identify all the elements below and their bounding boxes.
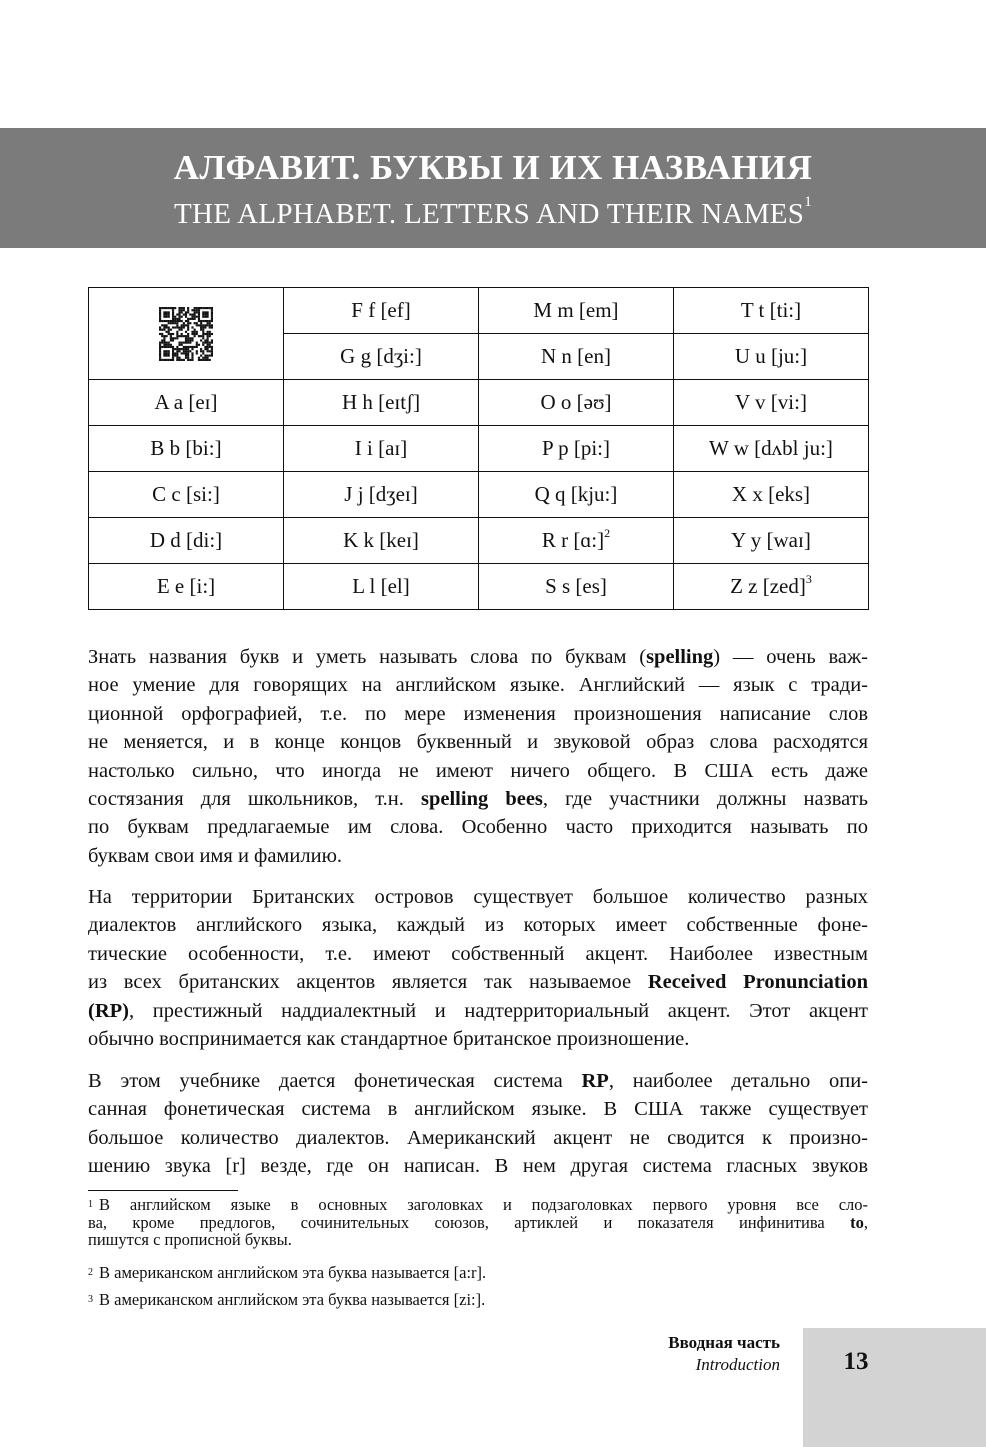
text-run: В этом учебнике дается фонетическая система (88, 1070, 582, 1092)
text-line (88, 883, 868, 911)
text-run: , наиболее детально опи- (608, 1070, 868, 1092)
text-line (88, 1231, 868, 1249)
footnote-divider (88, 1190, 238, 1191)
letter-name: L l [el] (352, 574, 410, 598)
letter-name: C c [si:] (152, 482, 220, 506)
letter-name: X x [eks] (731, 482, 811, 506)
table-row (89, 426, 869, 472)
letter-name: G g [dʒi:] (340, 344, 422, 368)
table-cell (673, 426, 868, 472)
bold-term: spelling bees (421, 787, 543, 810)
bold-term: (RP) (88, 999, 129, 1022)
text-run: не меняется, и в конце концов буквенный и звуковой образ слова расходятся (88, 731, 868, 754)
footnote-number: 2 (88, 1267, 93, 1278)
letter-name: O o [əʊ] (540, 390, 612, 414)
text-run: по буквам предлагаемые им слова. Особенно часто приходится называть по (88, 816, 868, 839)
letter-name: J j [dʒeɪ] (344, 482, 418, 506)
text-run: буквам свои имя и фамилию. (88, 844, 343, 867)
table-cell (479, 564, 674, 610)
text-line (88, 785, 868, 813)
letter-name: I i [aɪ] (354, 436, 408, 460)
letter-name: N n [en] (540, 344, 611, 368)
bold-term: RP (581, 1070, 609, 1092)
table-cell (673, 288, 868, 334)
bold-term: spelling (646, 646, 714, 668)
text-run: В американском английском эта буква называется [zi:]. (99, 1290, 486, 1309)
table-cell (479, 426, 674, 472)
running-footer-section (668, 1332, 780, 1376)
text-line (88, 1196, 868, 1214)
table-cell (284, 426, 479, 472)
letter-name: K k [keɪ] (343, 528, 419, 552)
alphabet-table (88, 287, 869, 610)
chapter-subtitle-text: THE ALPHABET. LETTERS AND THEIR NAMES (173, 198, 805, 230)
table-cell (479, 518, 674, 564)
text-line (88, 940, 868, 968)
text-run: В американском английском эта буква называется [a:r]. (99, 1263, 487, 1282)
letter-name: Z z [zed] (730, 574, 806, 598)
footnote (88, 1196, 868, 1249)
text-line (88, 1291, 868, 1309)
page-number-tab (803, 1328, 986, 1447)
text-line (88, 700, 868, 728)
table-cell (479, 472, 674, 518)
text-line (88, 1124, 868, 1152)
table-cell (284, 334, 479, 380)
text-line (88, 1264, 868, 1282)
chapter-title: АЛФАВИТ. БУКВЫ И ИХ НАЗВАНИЯ (173, 148, 813, 187)
table-cell (479, 380, 674, 426)
page-number: 13 (843, 1348, 869, 1375)
letter-name: R r [ɑ:] (541, 528, 605, 552)
letter-name: Q q [kju:] (534, 482, 618, 506)
text-line (88, 643, 868, 671)
text-run: тические особенности, т.е. имеют собственный акцент. Наиболее известным (88, 942, 868, 965)
text-run: , где участники должны назвать (542, 787, 868, 810)
table-cell (89, 518, 284, 564)
table-cell (89, 564, 284, 610)
text-run: шению звука [r] везде, где он написан. В нем другая система гласных звуков (88, 1155, 868, 1178)
text-run: санная фонетическая система в английском языке. В США также существует (88, 1098, 868, 1121)
body-paragraph (88, 883, 868, 1053)
text-run: настолько сильно, что иногда не имеют ничего общего. В США есть даже (88, 759, 868, 782)
table-cell (89, 426, 284, 472)
letter-name: E e [i:] (156, 574, 216, 598)
text-run: В английском языке в основных заголовках и подзаголовках первого уровня все сло- (99, 1195, 868, 1214)
table-row (89, 472, 869, 518)
letter-name: S s [es] (545, 574, 607, 598)
letter-name: Y y [waɪ] (731, 528, 811, 552)
table-cell (673, 334, 868, 380)
footnote (88, 1291, 868, 1309)
table-cell (89, 472, 284, 518)
text-run: из всех британских акцентов является так называемое (88, 971, 648, 994)
footnote-marker: 3 (805, 572, 812, 586)
table-cell (284, 288, 479, 334)
table-cell (284, 472, 479, 518)
text-line (88, 1067, 868, 1095)
footnote-number: 1 (88, 1199, 93, 1210)
table-cell (673, 518, 868, 564)
table-row (89, 564, 869, 610)
body-paragraph (88, 1067, 868, 1181)
qr-code-icon[interactable] (159, 307, 213, 361)
table-row (89, 518, 869, 564)
letter-name: F f [ef] (351, 298, 411, 322)
text-line (88, 997, 868, 1025)
letter-name: W w [dʌbl ju:] (709, 436, 833, 460)
table-cell (284, 564, 479, 610)
table-cell (89, 380, 284, 426)
text-line (88, 728, 868, 756)
footnote-marker: 2 (604, 526, 611, 540)
bold-term: to (850, 1212, 864, 1232)
text-run: ва, кроме предлогов, сочинительных союзов, артиклей и показателя инфинитива (88, 1212, 851, 1232)
text-run: , (863, 1212, 868, 1232)
table-cell (479, 288, 674, 334)
table-cell (479, 334, 674, 380)
body-paragraph (88, 643, 868, 870)
qr-code-cell (89, 288, 284, 380)
text-run: ное умение для говорящих на английском языке. Английский — язык с тради- (88, 674, 868, 697)
table-cell (284, 518, 479, 564)
section-name-en: Introduction (695, 1355, 780, 1374)
table-row (89, 288, 869, 334)
table-cell (673, 380, 868, 426)
section-name-ru: Вводная часть (668, 1333, 780, 1352)
text-run: состязания для школьников, т.н. (88, 787, 421, 810)
text-run: На территории Британских островов существует большое количество разных (88, 886, 868, 908)
text-run: Знать названия букв и уметь называть слова по буквам ( (88, 646, 647, 668)
letter-name: D d [di:] (149, 528, 223, 552)
text-run: диалектов английского языка, каждый из которых имеет собственные фоне- (88, 914, 868, 937)
chapter-subtitle (0, 194, 986, 231)
text-line (88, 1214, 868, 1232)
footnote (88, 1264, 868, 1282)
table-row (89, 380, 869, 426)
letter-name: H h [eɪtʃ] (341, 390, 421, 414)
text-run: ) — очень важ- (713, 646, 868, 668)
text-line (88, 813, 868, 841)
table-cell (284, 380, 479, 426)
footnote-marker: 1 (804, 194, 813, 210)
letter-name: U u [ju:] (734, 344, 808, 368)
text-line (88, 1095, 868, 1123)
text-run: ционной орфографией, т.е. по мере изменения произношения написание слов (88, 702, 868, 725)
text-line (88, 911, 868, 939)
text-line (88, 968, 868, 996)
table-cell (673, 564, 868, 610)
footnote-number: 3 (88, 1294, 93, 1305)
text-run: большое количество диалектов. Американский акцент не сводится к произно- (88, 1126, 868, 1149)
text-run: пишутся с прописной буквы. (88, 1230, 292, 1249)
text-run: обычно воспринимается как стандартное британское произношение. (88, 1027, 690, 1050)
text-line (88, 842, 868, 870)
text-line (88, 1152, 868, 1180)
letter-name: V v [vi:] (735, 390, 807, 414)
letter-name: B b [bi:] (150, 436, 222, 460)
text-line (88, 671, 868, 699)
table-cell (673, 472, 868, 518)
text-line (88, 1025, 868, 1053)
letter-name: M m [em] (533, 298, 619, 322)
bold-term: Received Pronunciation (647, 971, 869, 994)
letter-name: A a [eɪ] (154, 390, 218, 414)
text-run: , престижный наддиалектный и надтерриториальный акцент. Этот акцент (128, 999, 868, 1022)
letter-name: T t [ti:] (740, 298, 802, 322)
text-line (88, 757, 868, 785)
letter-name: P p [pi:] (541, 436, 611, 460)
chapter-header-band (0, 128, 986, 248)
